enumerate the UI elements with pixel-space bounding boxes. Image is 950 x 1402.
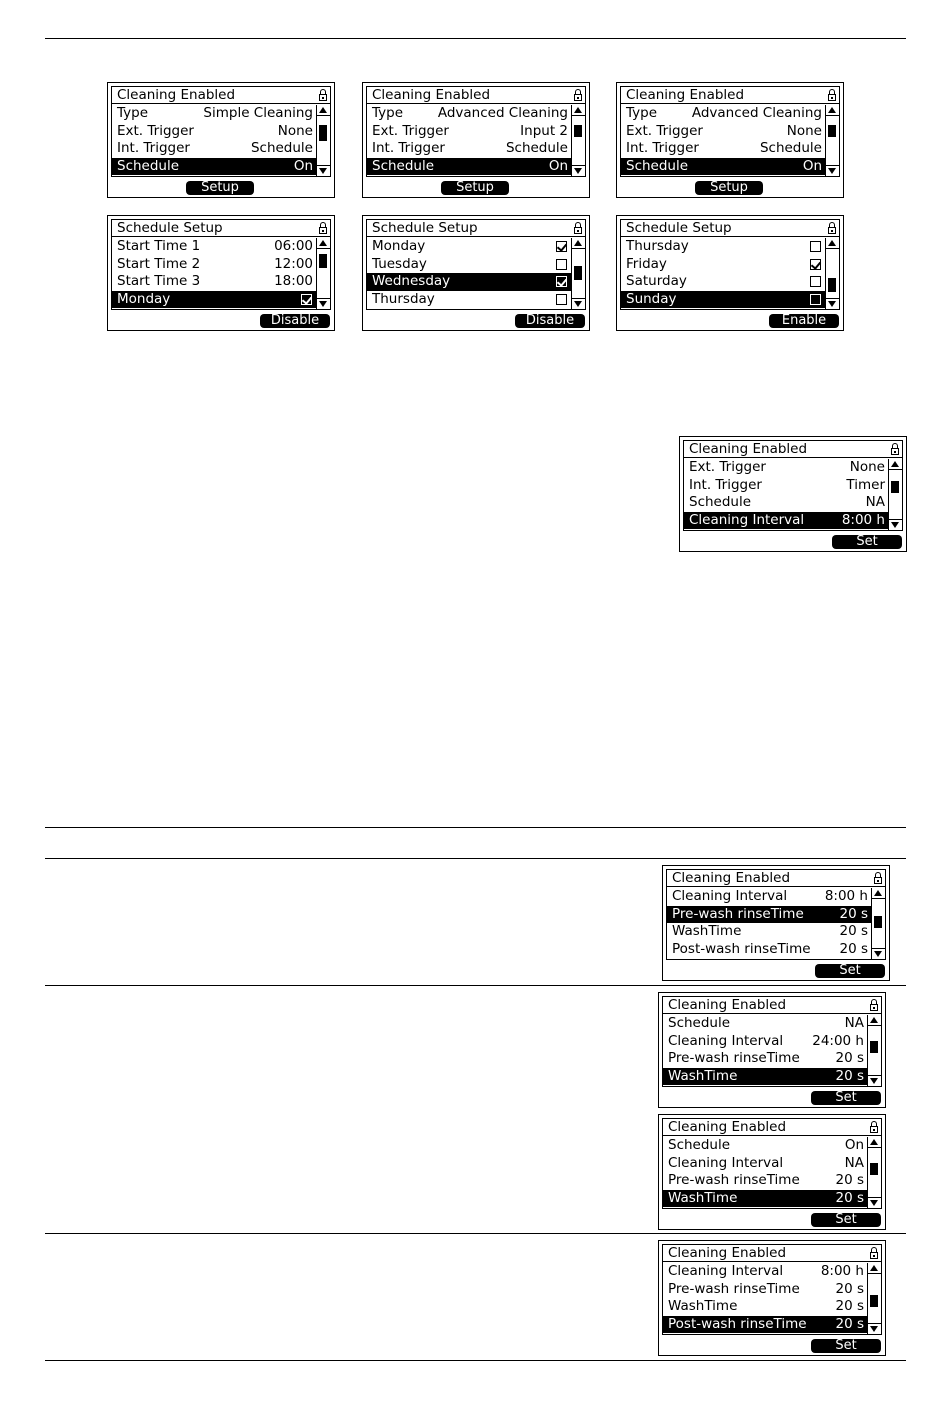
scrollbar[interactable] bbox=[316, 238, 330, 309]
menu-row-schedule[interactable]: Schedule On bbox=[668, 1137, 864, 1153]
menu-row-postwash-rinse-selected[interactable]: Post-wash rinseTime 20 s bbox=[663, 1316, 867, 1334]
checkbox-unchecked-icon[interactable] bbox=[810, 241, 821, 252]
lcd-screen-washtime-interval bbox=[658, 992, 886, 1108]
lock-icon bbox=[319, 222, 327, 234]
scroll-down-arrow-icon bbox=[574, 168, 582, 174]
scroll-down-arrow-icon bbox=[870, 1200, 878, 1206]
menu-row-ext-trigger[interactable]: Ext. Trigger Input 2 bbox=[372, 122, 568, 139]
scrollbar[interactable] bbox=[871, 888, 885, 959]
scrollbar[interactable] bbox=[888, 459, 902, 530]
lock-icon bbox=[870, 1247, 878, 1259]
menu-row-type[interactable]: Type Advanced Cleaning bbox=[372, 105, 568, 121]
menu-row-thursday[interactable]: Thursday bbox=[367, 291, 571, 309]
screen-title: Schedule Setup bbox=[112, 220, 330, 237]
menu-row-wash-time-selected[interactable]: WashTime 20 s bbox=[663, 1190, 867, 1208]
menu-row-ext-trigger[interactable]: Ext. Trigger None bbox=[626, 122, 822, 139]
scroll-up-arrow-icon bbox=[319, 240, 327, 246]
table-row-rule bbox=[45, 1233, 906, 1234]
screen-title: Cleaning Enabled bbox=[663, 997, 881, 1014]
scroll-up-arrow-icon bbox=[870, 1265, 878, 1271]
table-bottom-rule bbox=[45, 1360, 906, 1361]
checkbox-checked-icon[interactable] bbox=[301, 294, 312, 305]
screen-title: Cleaning Enabled bbox=[663, 1119, 881, 1136]
checkbox-unchecked-icon[interactable] bbox=[556, 259, 567, 270]
menu-row-int-trigger[interactable]: Int. Trigger Schedule bbox=[372, 140, 568, 156]
menu-row-cleaning-interval[interactable]: Cleaning Interval NA bbox=[668, 1154, 864, 1171]
menu-row-schedule[interactable]: Schedule NA bbox=[689, 494, 885, 510]
lock-icon bbox=[319, 89, 327, 101]
lcd-screen-schedule-setup-days-2 bbox=[616, 215, 844, 331]
screen-title: Cleaning Enabled bbox=[367, 87, 585, 104]
menu-row-sunday-selected[interactable]: Sunday bbox=[621, 291, 825, 309]
lcd-screen-timer-trigger bbox=[679, 436, 907, 552]
scrollbar[interactable] bbox=[867, 1015, 881, 1086]
set-softkey[interactable]: Set bbox=[832, 535, 902, 549]
lock-icon bbox=[574, 89, 582, 101]
table-row-rule bbox=[45, 858, 906, 859]
lcd-screen-postwash-selected bbox=[658, 1240, 886, 1356]
scroll-up-arrow-icon bbox=[874, 890, 882, 896]
set-softkey[interactable]: Set bbox=[811, 1213, 881, 1227]
lcd-screen-prewash-selected bbox=[662, 865, 890, 981]
scroll-down-arrow-icon bbox=[574, 301, 582, 307]
menu-row-type[interactable]: Type Simple Cleaning bbox=[117, 105, 313, 121]
lcd-screen-schedule-setup-days-1 bbox=[362, 215, 590, 331]
scroll-down-arrow-icon bbox=[319, 168, 327, 174]
scrollbar[interactable] bbox=[825, 105, 839, 176]
lock-icon bbox=[574, 222, 582, 234]
scrollbar[interactable] bbox=[825, 238, 839, 309]
checkbox-unchecked-icon[interactable] bbox=[810, 276, 821, 287]
menu-row-cleaning-interval[interactable]: Cleaning Interval 8:00 h bbox=[668, 1263, 864, 1279]
set-softkey[interactable]: Set bbox=[815, 964, 885, 978]
menu-row-prewash-rinse[interactable]: Pre-wash rinseTime 20 s bbox=[668, 1280, 864, 1297]
menu-row-type[interactable]: Type Advanced Cleaning bbox=[626, 105, 822, 121]
table-header-rule bbox=[45, 827, 906, 828]
menu-row-monday[interactable]: Monday bbox=[367, 238, 571, 256]
lcd-screen-schedule-setup-times bbox=[107, 215, 335, 331]
scroll-up-arrow-icon bbox=[574, 240, 582, 246]
menu-row-schedule-selected[interactable]: Schedule On bbox=[367, 158, 571, 176]
screen-title: Cleaning Enabled bbox=[667, 870, 885, 887]
menu-row-wash-time[interactable]: WashTime 20 s bbox=[672, 923, 868, 939]
lcd-screen-simple-cleaning bbox=[107, 82, 335, 198]
screen-title: Cleaning Enabled bbox=[621, 87, 839, 104]
menu-row-prewash-rinse[interactable]: Pre-wash rinseTime 20 s bbox=[668, 1050, 864, 1066]
screen-title: Schedule Setup bbox=[621, 220, 839, 237]
menu-row-prewash-rinse[interactable]: Pre-wash rinseTime 20 s bbox=[668, 1172, 864, 1188]
scroll-down-arrow-icon bbox=[319, 301, 327, 307]
checkbox-checked-icon[interactable] bbox=[810, 259, 821, 270]
scroll-down-arrow-icon bbox=[870, 1078, 878, 1084]
menu-row-wednesday-selected[interactable]: Wednesday bbox=[367, 273, 571, 291]
scrollbar[interactable] bbox=[867, 1137, 881, 1208]
scroll-down-arrow-icon bbox=[891, 522, 899, 528]
lcd-screen-advanced-none bbox=[616, 82, 844, 198]
scroll-up-arrow-icon bbox=[574, 107, 582, 113]
menu-row-cleaning-interval[interactable]: Cleaning Interval 8:00 h bbox=[672, 888, 868, 904]
scroll-down-arrow-icon bbox=[870, 1326, 878, 1332]
menu-row-cleaning-interval-selected[interactable]: Cleaning Interval 8:00 h bbox=[684, 512, 888, 530]
menu-row-start-time-1[interactable]: Start Time 1 06:00 bbox=[117, 238, 313, 254]
menu-row-schedule-selected[interactable]: Schedule On bbox=[112, 158, 316, 176]
screen-title: Cleaning Enabled bbox=[112, 87, 330, 104]
menu-row-ext-trigger[interactable]: Ext. Trigger None bbox=[117, 122, 313, 139]
menu-row-friday[interactable]: Friday bbox=[621, 256, 825, 274]
menu-row-start-time-3[interactable]: Start Time 3 18:00 bbox=[117, 273, 313, 289]
menu-row-wash-time-selected[interactable]: WashTime 20 s bbox=[663, 1068, 867, 1086]
menu-row-cleaning-interval[interactable]: Cleaning Interval 24:00 h bbox=[668, 1032, 864, 1049]
lock-icon bbox=[828, 89, 836, 101]
disable-softkey[interactable]: Disable bbox=[515, 314, 585, 328]
scroll-up-arrow-icon bbox=[870, 1139, 878, 1145]
set-softkey[interactable]: Set bbox=[811, 1091, 881, 1105]
menu-row-schedule[interactable]: Schedule NA bbox=[668, 1015, 864, 1031]
lock-icon bbox=[891, 443, 899, 455]
scroll-down-arrow-icon bbox=[828, 168, 836, 174]
menu-row-saturday[interactable]: Saturday bbox=[621, 273, 825, 291]
enable-softkey[interactable]: Enable bbox=[769, 314, 839, 328]
menu-row-start-time-2[interactable]: Start Time 2 12:00 bbox=[117, 255, 313, 272]
lcd-screen-washtime-schedule bbox=[658, 1114, 886, 1230]
menu-row-int-trigger[interactable]: Int. Trigger Timer bbox=[689, 476, 885, 493]
disable-softkey[interactable]: Disable bbox=[260, 314, 330, 328]
lock-icon bbox=[870, 1121, 878, 1133]
screen-title: Cleaning Enabled bbox=[663, 1245, 881, 1262]
setup-softkey[interactable]: Setup bbox=[441, 181, 509, 195]
menu-row-prewash-rinse-selected[interactable]: Pre-wash rinseTime 20 s bbox=[667, 906, 871, 924]
setup-softkey[interactable]: Setup bbox=[186, 181, 254, 195]
menu-row-tuesday[interactable]: Tuesday bbox=[367, 256, 571, 274]
menu-row-int-trigger[interactable]: Int. Trigger Schedule bbox=[626, 140, 822, 156]
scroll-down-arrow-icon bbox=[828, 301, 836, 307]
menu-row-thursday[interactable]: Thursday bbox=[621, 238, 825, 256]
scrollbar[interactable] bbox=[571, 105, 585, 176]
lock-icon bbox=[828, 222, 836, 234]
screen-title: Schedule Setup bbox=[367, 220, 585, 237]
scroll-up-arrow-icon bbox=[891, 461, 899, 467]
scrollbar[interactable] bbox=[867, 1263, 881, 1334]
checkbox-checked-icon[interactable] bbox=[556, 276, 567, 287]
checkbox-checked-icon[interactable] bbox=[556, 241, 567, 252]
top-rule bbox=[45, 38, 906, 39]
menu-row-int-trigger[interactable]: Int. Trigger Schedule bbox=[117, 140, 313, 156]
table-row-rule bbox=[45, 985, 906, 986]
setup-softkey[interactable]: Setup bbox=[695, 181, 763, 195]
menu-row-ext-trigger[interactable]: Ext. Trigger None bbox=[689, 459, 885, 475]
lock-icon bbox=[870, 999, 878, 1011]
lcd-screen-advanced-input2 bbox=[362, 82, 590, 198]
lock-icon bbox=[874, 872, 882, 884]
checkbox-unchecked-icon[interactable] bbox=[810, 294, 821, 305]
scrollbar[interactable] bbox=[316, 105, 330, 176]
menu-row-schedule-selected[interactable]: Schedule On bbox=[621, 158, 825, 176]
scrollbar[interactable] bbox=[571, 238, 585, 309]
scroll-up-arrow-icon bbox=[870, 1017, 878, 1023]
menu-row-monday-selected[interactable]: Monday bbox=[112, 291, 316, 309]
scroll-up-arrow-icon bbox=[828, 240, 836, 246]
menu-row-postwash-rinse[interactable]: Post-wash rinseTime 20 s bbox=[672, 940, 868, 957]
scroll-up-arrow-icon bbox=[319, 107, 327, 113]
set-softkey[interactable]: Set bbox=[811, 1339, 881, 1353]
scroll-down-arrow-icon bbox=[874, 951, 882, 957]
scroll-up-arrow-icon bbox=[828, 107, 836, 113]
screen-title: Cleaning Enabled bbox=[684, 441, 902, 458]
menu-row-wash-time[interactable]: WashTime 20 s bbox=[668, 1298, 864, 1314]
checkbox-unchecked-icon[interactable] bbox=[556, 294, 567, 305]
